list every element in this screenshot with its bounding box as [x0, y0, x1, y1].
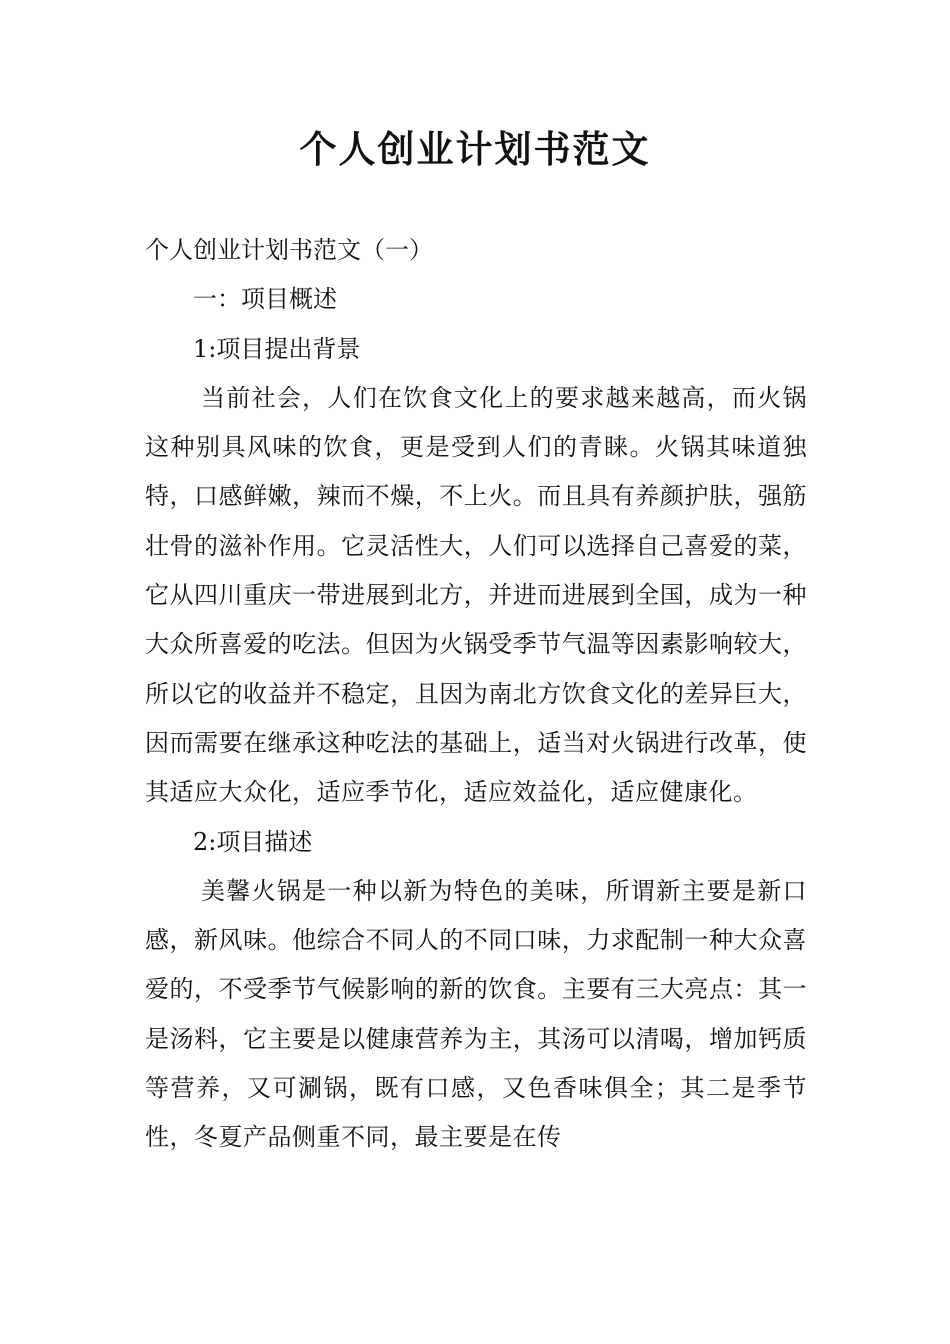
subheading-project-description: 2:项目描述: [193, 827, 313, 856]
section-title: 个人创业计划书范文（一）: [145, 236, 433, 264]
heading-project-overview: 一：项目概述: [193, 285, 337, 314]
document-title: 个人创业计划书范文: [299, 128, 651, 171]
subheading-project-background: 1:项目提出背景: [193, 334, 361, 363]
paragraph-background: 当前社会，人们在饮食文化上的要求越来越高，而火锅这种别具风味的饮食，更是受到人们的青睐。火锅其味道独特，口感鲜嫩，辣而不燥，不上火。而且具有养颜护肤，强筋壮骨的滋补作用。它灵活性大，人们可以选择自己喜爱的菜，它从四川重庆一带进展到北方，并进而进展到全国，成为一种大众所喜爱的吃法。但因为火锅受季节气温等因素影响较大，所以它的收益并不稳定，且因为南北方饮食文化的差异巨大，因而需要在继承这种吃法的基础上，适当对火锅进行改革，使其适应大众化，适应季节化，适应效益化，适应健康化。: [145, 383, 807, 807]
document-body: [145, 226, 807, 1163]
paragraph-description: 美馨火锅是一种以新为特色的美味，所谓新主要是新口感，新风味。他综合不同人的不同口味，力求配制一种大众喜爱的，不受季节气候影响的新的饮食。主要有三大亮点：其一是汤料，它主要是以健康营养为主，其汤可以清喝，增加钙质等营养，又可涮锅，既有口感，又色香味俱全；其二是季节性，冬夏产品侧重不同，最主要是在传: [145, 876, 807, 1152]
